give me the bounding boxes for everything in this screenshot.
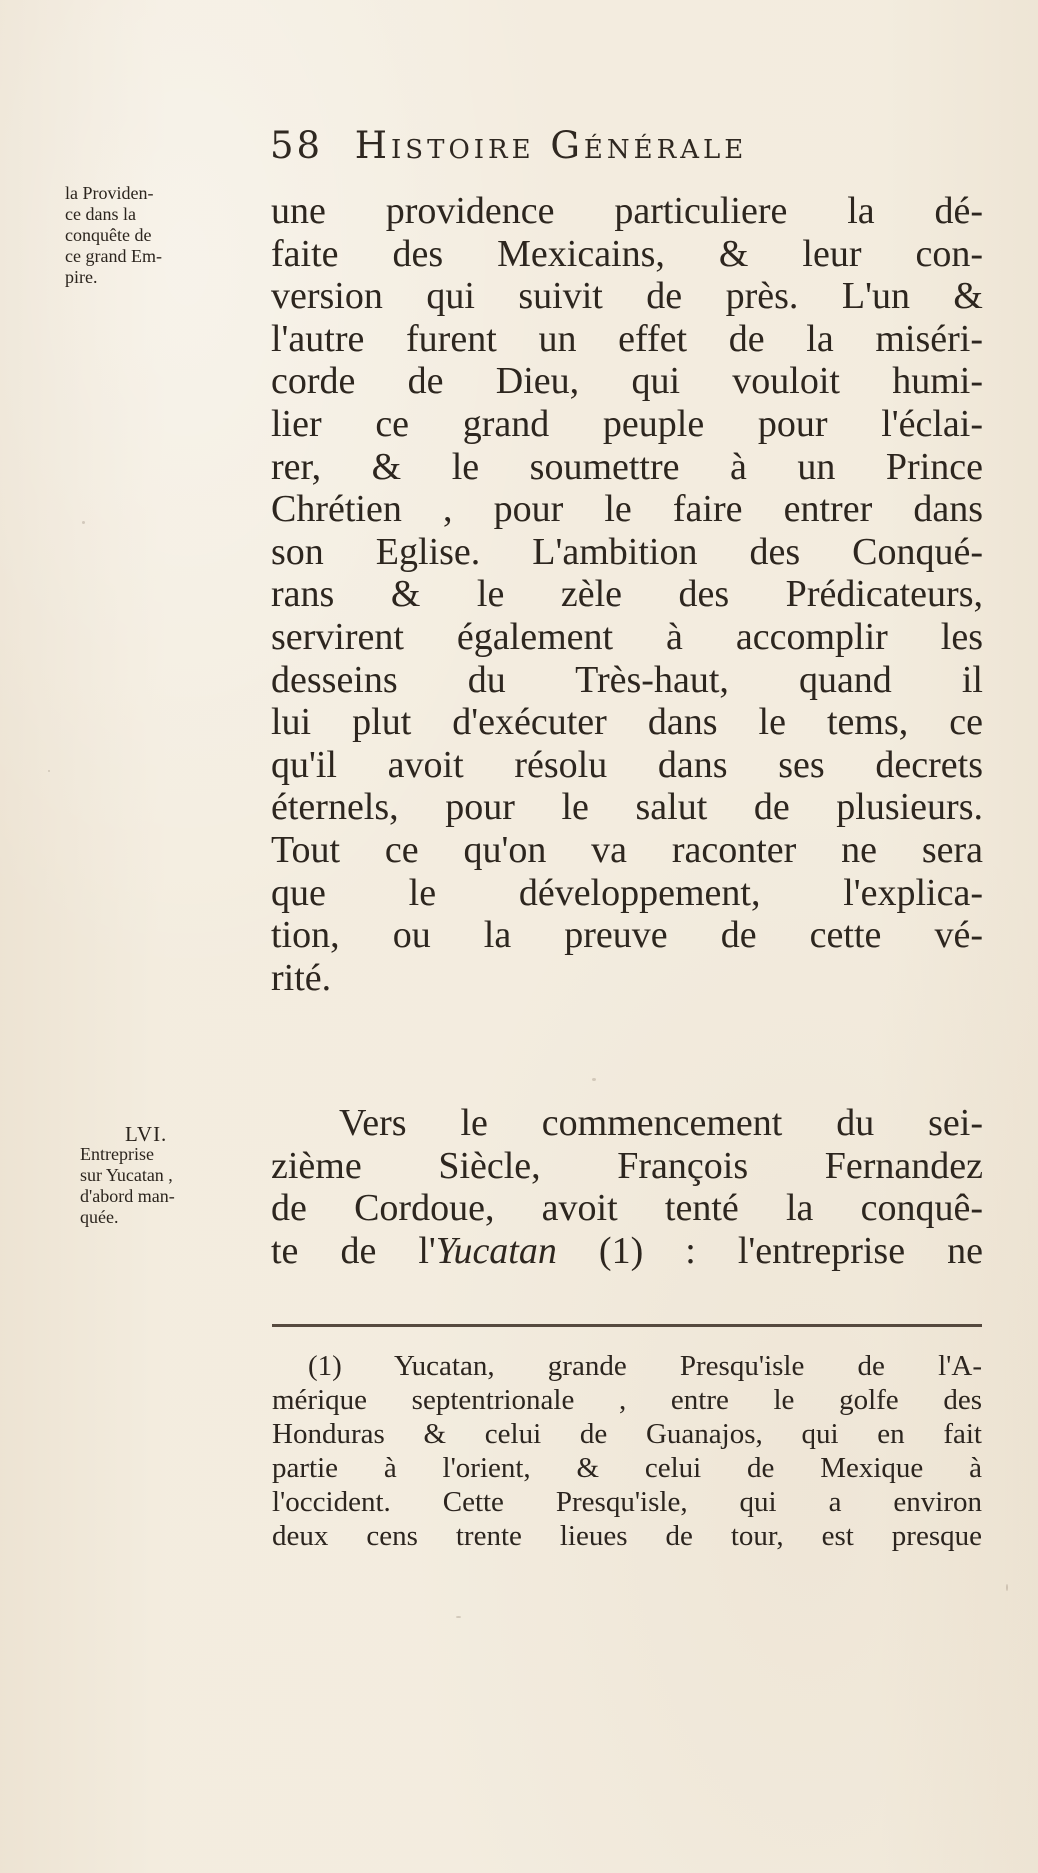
text-line: l'autre furent un effet de la miséri- <box>271 317 983 360</box>
text-line: lier ce grand peuple pour l'éclai- <box>271 402 983 445</box>
margin-note-line: conquête de <box>65 225 152 245</box>
text-line: faite des Mexicains, & leur con- <box>271 232 983 275</box>
text-line: version qui suivit de près. L'un & <box>271 275 983 318</box>
paper-speck <box>456 1616 461 1618</box>
margin-note-line: sur Yucatan , <box>80 1165 173 1185</box>
footnote-rule <box>272 1324 982 1327</box>
text-line: Tout ce qu'on va raconter ne sera <box>271 828 983 871</box>
margin-note-entreprise <box>80 1144 265 1228</box>
text-line: lui plut d'exécuter dans le tems, ce <box>271 701 983 744</box>
margin-note-line: d'abord man- <box>80 1186 175 1206</box>
text-line: desseins du Très-haut, quand il <box>271 658 983 701</box>
footnote-line: partie à l'orient, & celui de Mexique à <box>272 1452 982 1484</box>
page-number: 58 <box>270 124 324 167</box>
text-line: rer, & le soumettre à un Prince <box>271 445 983 488</box>
footnote-line: Honduras & celui de Guanajos, qui en fait <box>272 1418 982 1450</box>
text-line: Chrétien , pour le faire entrer dans <box>271 488 983 531</box>
line-suffix: (1) : l'entreprise ne <box>556 1229 983 1272</box>
place-name: Yucatan <box>435 1229 557 1272</box>
margin-note-line: ce grand Em- <box>65 246 162 266</box>
text-line-with-place-name <box>271 1230 983 1273</box>
section-number: LVI. <box>125 1122 168 1146</box>
running-head <box>270 118 960 174</box>
margin-note-line: quée. <box>80 1207 119 1227</box>
margin-note-line: ce dans la <box>65 204 136 224</box>
margin-note-providence <box>65 183 260 288</box>
book-title: Histoire Générale <box>354 124 748 167</box>
footnote <box>272 1349 982 1553</box>
text-line: zième Siècle, François Fernandez <box>271 1144 983 1187</box>
text-line: rans & le zèle des Prédicateurs, <box>271 573 983 616</box>
text-line: éternels, pour le salut de plusieurs. <box>271 786 983 829</box>
text-line: une providence particuliere la dé- <box>271 190 983 232</box>
footnote-line: deux cens trente lieues de tour, est presque <box>272 1520 982 1552</box>
footnote-line: mérique septentrionale , entre le golfe des <box>272 1384 982 1416</box>
margin-note-line: Entreprise <box>80 1144 154 1164</box>
paper-speck <box>1006 1584 1008 1591</box>
margin-note-line: la Providen- <box>65 183 154 203</box>
text-line: que le développement, l'explica- <box>271 871 983 914</box>
footnote-line: l'occident. Cette Presqu'isle, qui a environ <box>272 1486 982 1518</box>
paper-speck <box>82 521 85 524</box>
text-line: Vers le commencement du sei- <box>339 1102 983 1144</box>
footnote-line: (1) Yucatan, grande Presqu'isle de l'A- <box>308 1350 982 1382</box>
text-line: servirent également à accomplir les <box>271 615 983 658</box>
line-prefix: te de l' <box>271 1229 436 1272</box>
margin-note-line: pire. <box>65 267 98 287</box>
text-line: corde de Dieu, qui vouloit humi- <box>271 360 983 403</box>
text-line: tion, ou la preuve de cette vé- <box>271 914 983 957</box>
main-paragraph-2 <box>271 1102 983 1272</box>
text-line: son Eglise. L'ambition des Conqué- <box>271 530 983 573</box>
main-paragraph-1 <box>271 190 983 999</box>
text-line: de Cordoue, avoit tenté la conquê- <box>271 1187 983 1230</box>
paper-speck <box>48 770 50 772</box>
text-line: qu'il avoit résolu dans ses decrets <box>271 743 983 786</box>
paper-speck <box>592 1078 596 1081</box>
text-line: rité. <box>271 956 332 999</box>
